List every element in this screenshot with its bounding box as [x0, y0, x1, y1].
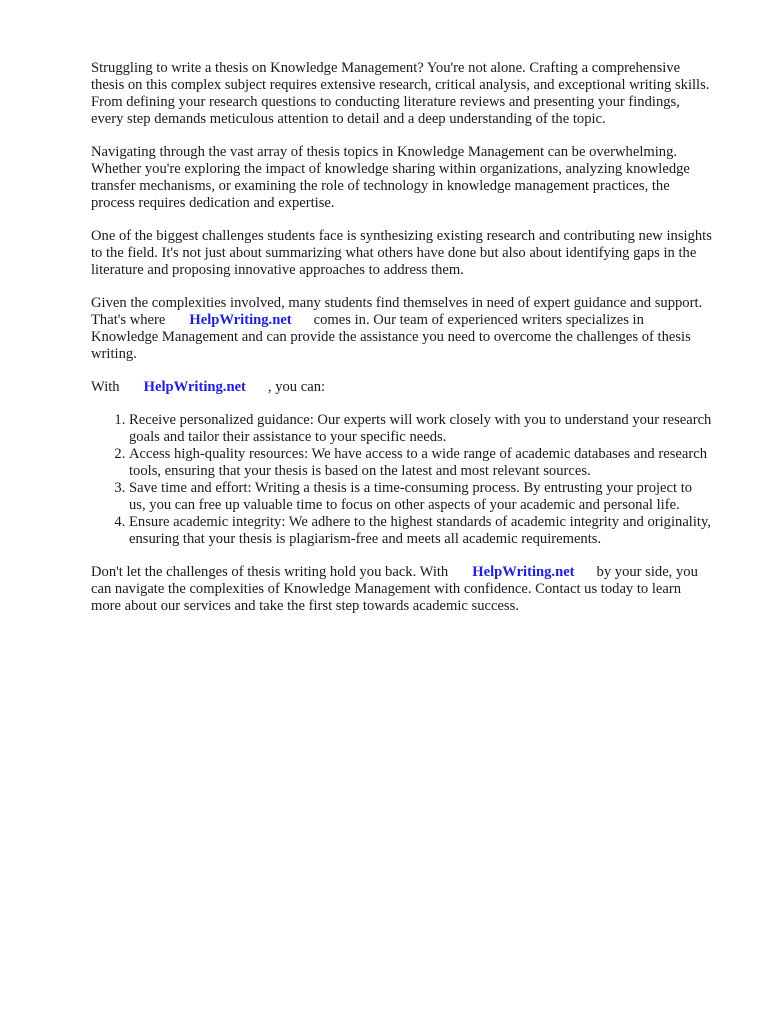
paragraph-service-after: comes in. Our team of experienced writers specializes in Knowledge Management and can provide the assistance you need to overcome the challenges of thesis writing.	[91, 312, 691, 362]
paragraph-closing-after: by your side, you can navigate the complexities of Knowledge Management with confidence. Contact us today to learn more about our services and take the first step towards academic success.	[91, 564, 698, 614]
list-item: 2. Access high-quality resources: We have access to a wide range of academic databases and research tools, ensuring that your thesis is based on the latest and most relevant sources.	[129, 446, 712, 480]
paragraph-closing-before: Don't let the challenges of thesis writing hold you back. With	[91, 564, 449, 580]
benefits-list	[91, 412, 712, 548]
paragraph-closing	[91, 564, 712, 615]
paragraph-topics: Navigating through the vast array of thesis topics in Knowledge Management can be overwhelming. Whether you're exploring the impact of knowledge sharing within organizations, analyzing knowledge transfer mechanisms, or examining the role of technology in knowledge management practices, the process requires dedication and expertise.	[91, 144, 690, 211]
paragraph-with-before: With	[91, 379, 120, 395]
paragraph-with-after: , you can:	[267, 379, 326, 395]
paragraph-intro: Struggling to write a thesis on Knowledge Management? You're not alone. Crafting a comprehensive thesis on this complex subject requires extensive research, critical analysis, and exceptional writing skills. From defining your research questions to conducting literature reviews and presenting your findings, every step demands meticulous attention to detail and a deep understanding of the topic.	[91, 60, 710, 127]
helpwriting-link[interactable]: HelpWriting.net	[143, 379, 246, 395]
helpwriting-link[interactable]: HelpWriting.net	[472, 564, 575, 580]
paragraph-with	[91, 379, 712, 396]
list-item: 1. Receive personalized guidance: Our experts will work closely with you to understand your research goals and tailor their assistance to your specific needs.	[129, 412, 712, 446]
list-item: 4. Ensure academic integrity: We adhere to the highest standards of academic integrity and originality, ensuring that your thesis is plagiarism-free and meets all academic requirements.	[129, 514, 712, 548]
paragraph-service	[91, 295, 712, 363]
paragraph-service-before: Given the complexities involved, many students find themselves in need of expert guidance and support. That's where	[91, 295, 703, 328]
helpwriting-link[interactable]: HelpWriting.net	[189, 312, 292, 328]
paragraph-challenges: One of the biggest challenges students face is synthesizing existing research and contributing new insights to the field. It's not just about summarizing what others have done but also about identifying gaps in the literature and proposing innovative approaches to address them.	[91, 228, 712, 278]
list-item: 3. Save time and effort: Writing a thesis is a time-consuming process. By entrusting your project to us, you can free up valuable time to focus on other aspects of your academic and personal life.	[129, 480, 712, 514]
